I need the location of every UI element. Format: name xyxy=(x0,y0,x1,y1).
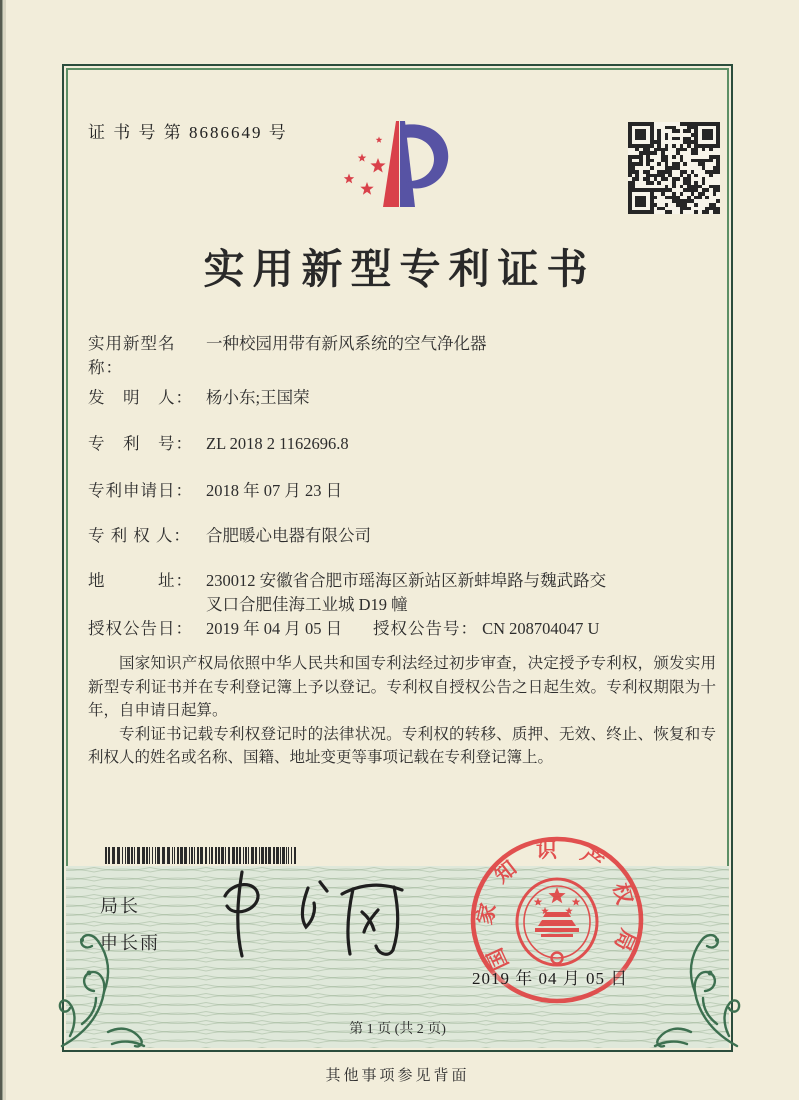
field-patent-no-value: ZL 2018 2 1162696.8 xyxy=(206,434,349,453)
director-title: 局长 xyxy=(100,896,140,916)
cnipa-logo-icon xyxy=(333,108,471,226)
logo-star-icon xyxy=(376,137,383,143)
field-patentee-label: 专 利 权 人： xyxy=(88,526,191,545)
field-inventor-label: 发 明 人： xyxy=(88,388,193,407)
field-grant-no xyxy=(373,617,599,641)
field-grant-no-value: CN 208704047 U xyxy=(482,619,600,638)
field-patentee xyxy=(88,524,371,548)
field-inventor-value: 杨小东;王国荣 xyxy=(206,388,310,407)
field-address xyxy=(88,569,606,617)
address-line-1: 230012 安徽省合肥市瑶海区新站区新蚌埠路与魏武路交 xyxy=(206,571,607,590)
field-patentee-value: 合肥暖心电器有限公司 xyxy=(206,526,371,545)
field-grant-date-value: 2019 年 04 月 05 日 xyxy=(206,619,343,638)
field-address-value xyxy=(206,569,606,617)
seal-date: 2019 年 04 月 05 日 xyxy=(472,969,629,988)
field-filing-date-label: 专利申请日： xyxy=(88,481,193,500)
qr-code-icon xyxy=(628,122,720,214)
logo-star-icon xyxy=(344,174,354,184)
page-number: 第 1 页 (共 2 页) xyxy=(349,1022,446,1037)
field-address-label: 地 址： xyxy=(88,571,193,590)
logo-star-icon xyxy=(370,158,385,173)
director-signature xyxy=(212,860,422,968)
field-grant-date-label: 授权公告日： xyxy=(88,619,193,638)
certificate-number: 证 书 号 第 8686649 号 xyxy=(88,123,288,142)
field-name-label: 实用新型名称： xyxy=(88,334,176,377)
seal-text: 国家知识产权局 xyxy=(472,838,642,974)
field-name xyxy=(88,332,487,380)
scan-page-edge xyxy=(0,0,6,1100)
legal-paragraph-2: 专利证书记载专利权登记时的法律状况。专利权的转移、质押、无效、终止、恢复和专利权人的姓名或名称、国籍、地址变更等事项记载在专利登记簿上。 xyxy=(88,725,716,766)
certificate-title: 实用新型专利证书 xyxy=(203,246,596,292)
legal-paragraph-1: 国家知识产权局依照中华人民共和国专利法经过初步审查，决定授予专利权，颁发实用新型专利证书并在专利登记簿上予以登记。专利权自授权公告之日起生效。专利权期限为十年，自申请日起算。 xyxy=(88,655,716,719)
legal-text xyxy=(88,652,716,770)
logo-star-icon xyxy=(358,154,367,162)
back-side-note: 其他事项参见背面 xyxy=(325,1068,470,1084)
field-name-value: 一种校园用带有新风系统的空气净化器 xyxy=(206,334,487,353)
field-filing-date-value: 2018 年 07 月 23 日 xyxy=(206,481,343,500)
national-emblem-icon xyxy=(517,879,597,965)
field-grant-row xyxy=(88,617,733,641)
logo-star-icon xyxy=(360,182,373,195)
field-filing-date xyxy=(88,479,342,503)
director-name: 申长雨 xyxy=(100,933,160,953)
field-inventor xyxy=(88,386,310,410)
field-patent-no xyxy=(88,432,349,456)
address-line-2: 叉口合肥佳海工业城 D19 幢 xyxy=(206,595,408,614)
field-patent-no-label: 专 利 号： xyxy=(88,434,193,453)
field-grant-no-label: 授权公告号： xyxy=(373,619,478,638)
logo-red-wedge xyxy=(383,121,399,207)
